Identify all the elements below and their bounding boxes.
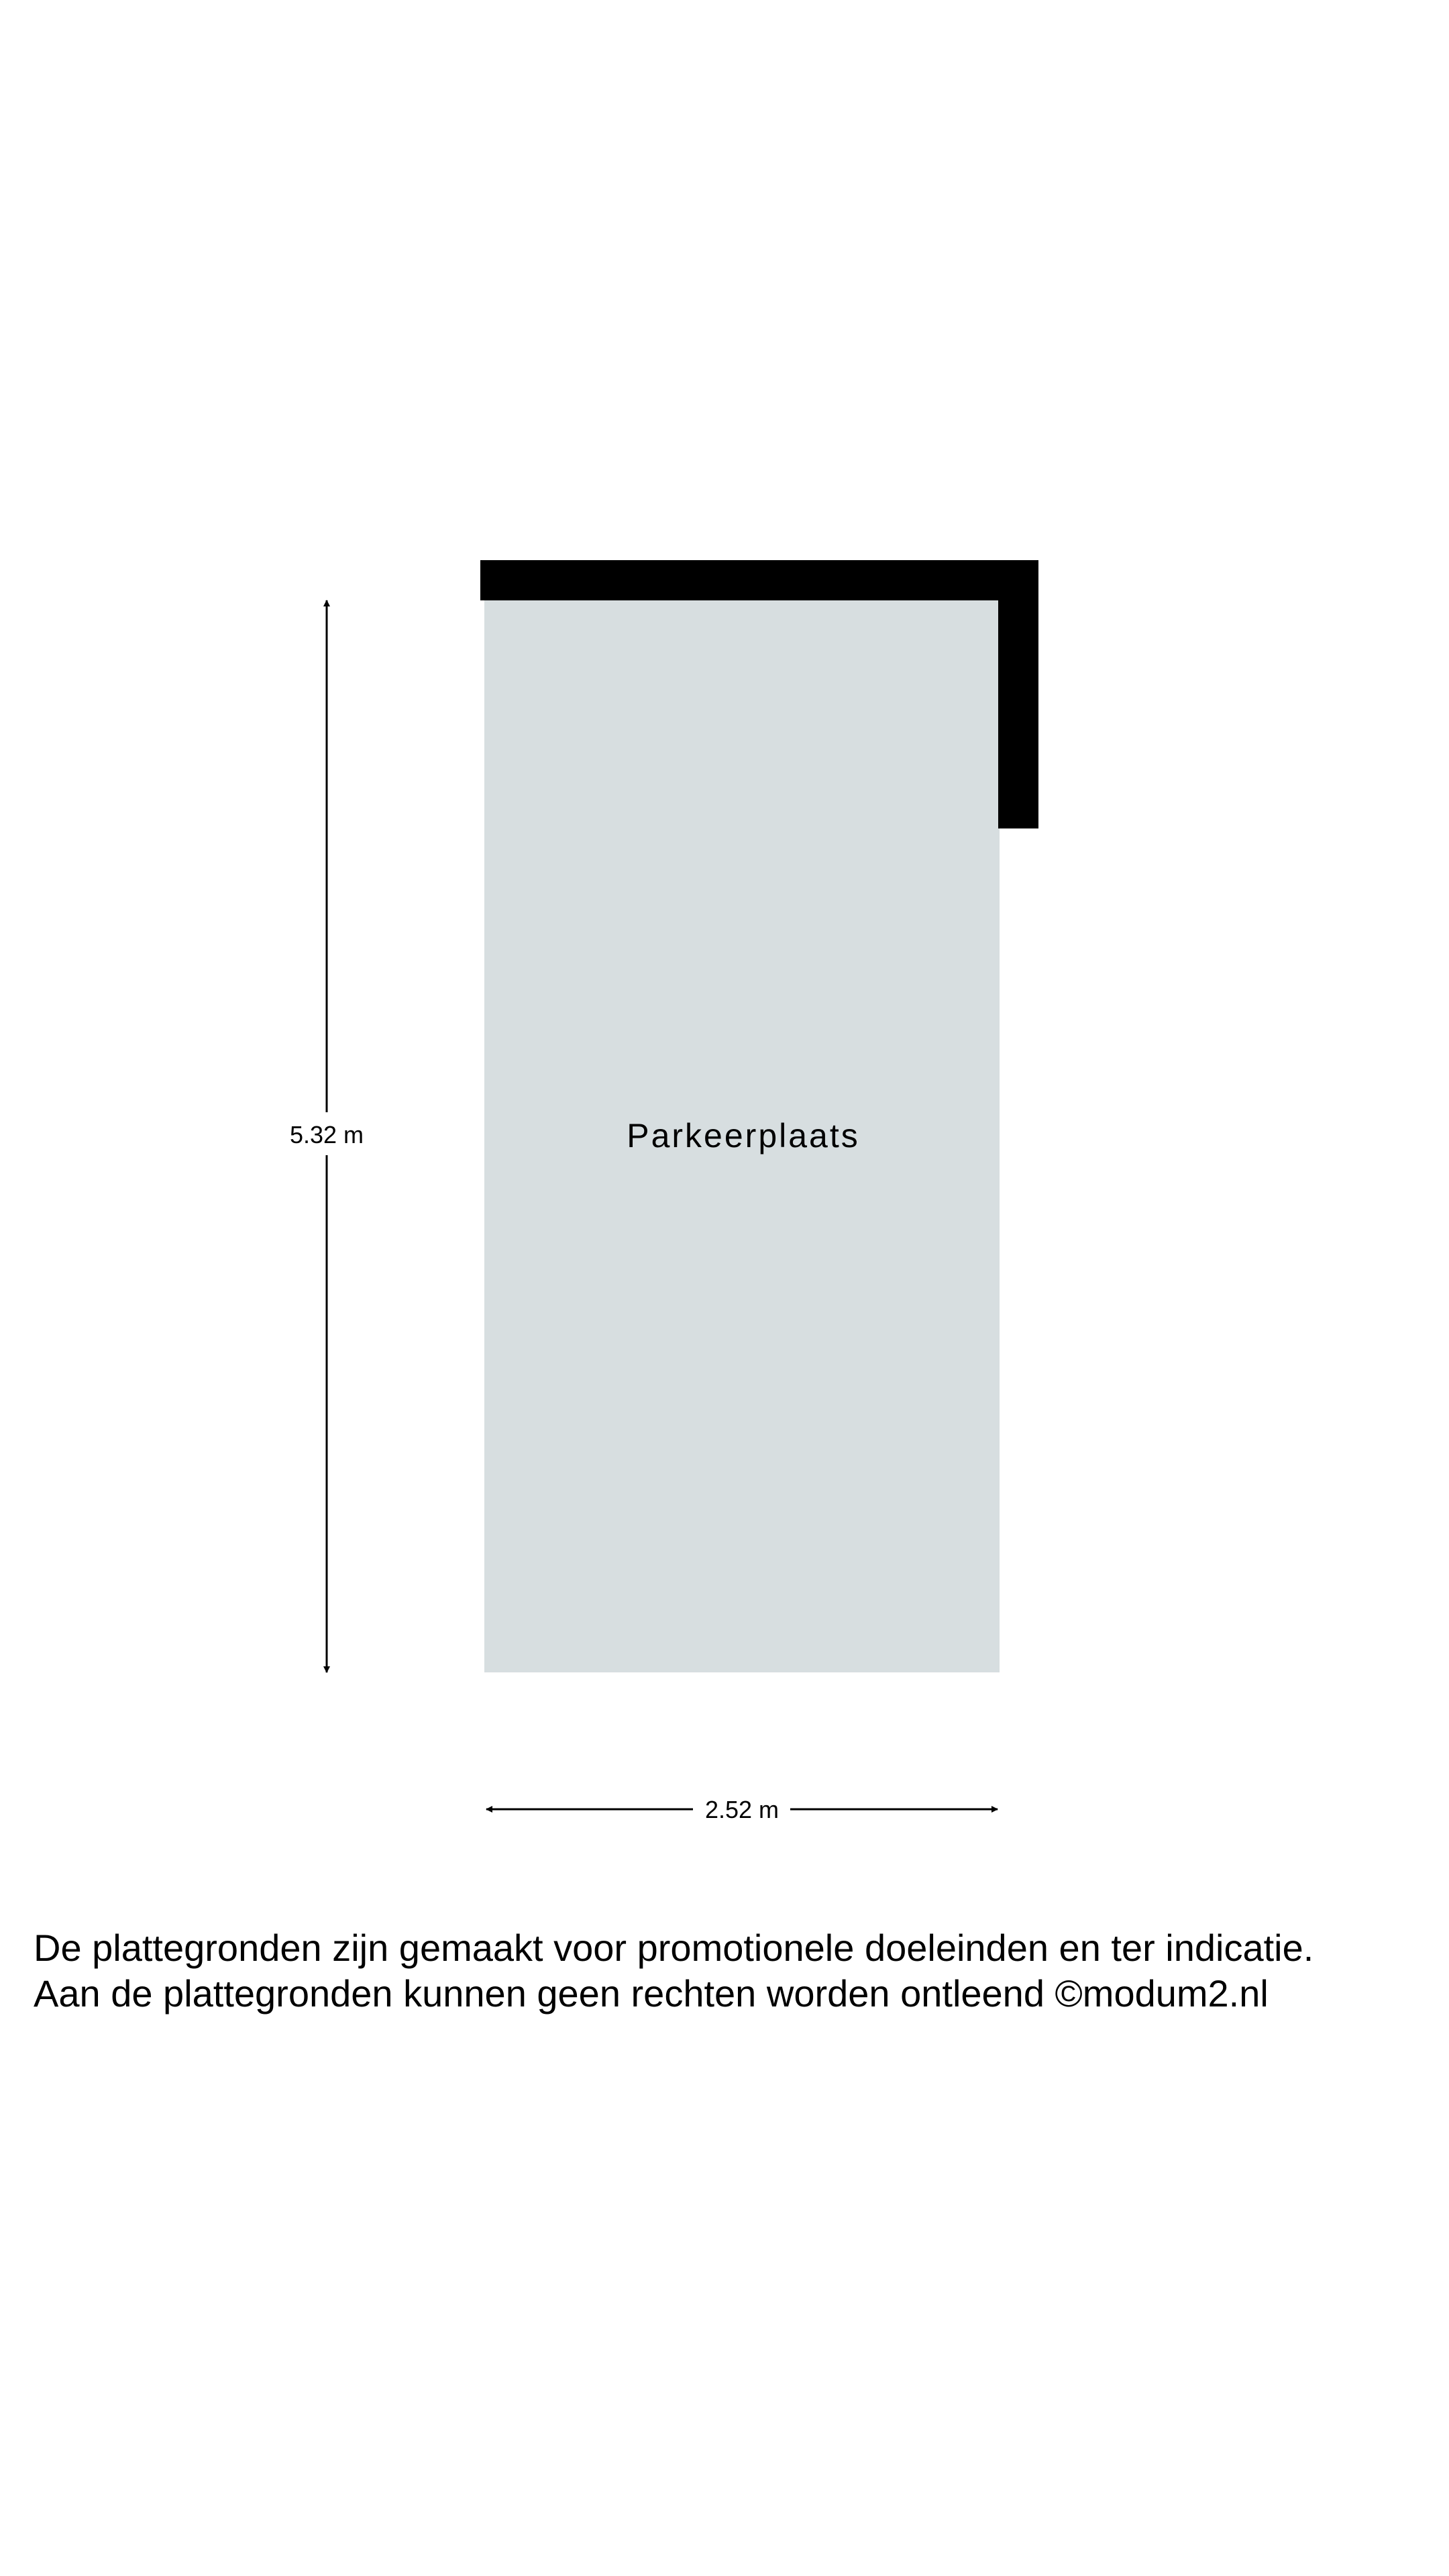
right-wall-segment xyxy=(998,560,1038,828)
top-wall xyxy=(480,560,1038,600)
disclaimer-line-2: Aan de plattegronden kunnen geen rechten worden ontleend ©modum2.nl xyxy=(34,1972,1269,2015)
width-dimension xyxy=(486,1796,998,1823)
width-dimension-label: 2.52 m xyxy=(704,1796,780,1823)
room-label: Parkeerplaats xyxy=(627,1117,860,1155)
disclaimer xyxy=(34,1925,1442,2017)
length-dimension-label: 5.32 m xyxy=(289,1121,364,1148)
length-dimension xyxy=(290,600,364,1672)
disclaimer-line-1: De plattegronden zijn gemaakt voor promotionele doeleinden en ter indicatie. xyxy=(34,1927,1314,1969)
